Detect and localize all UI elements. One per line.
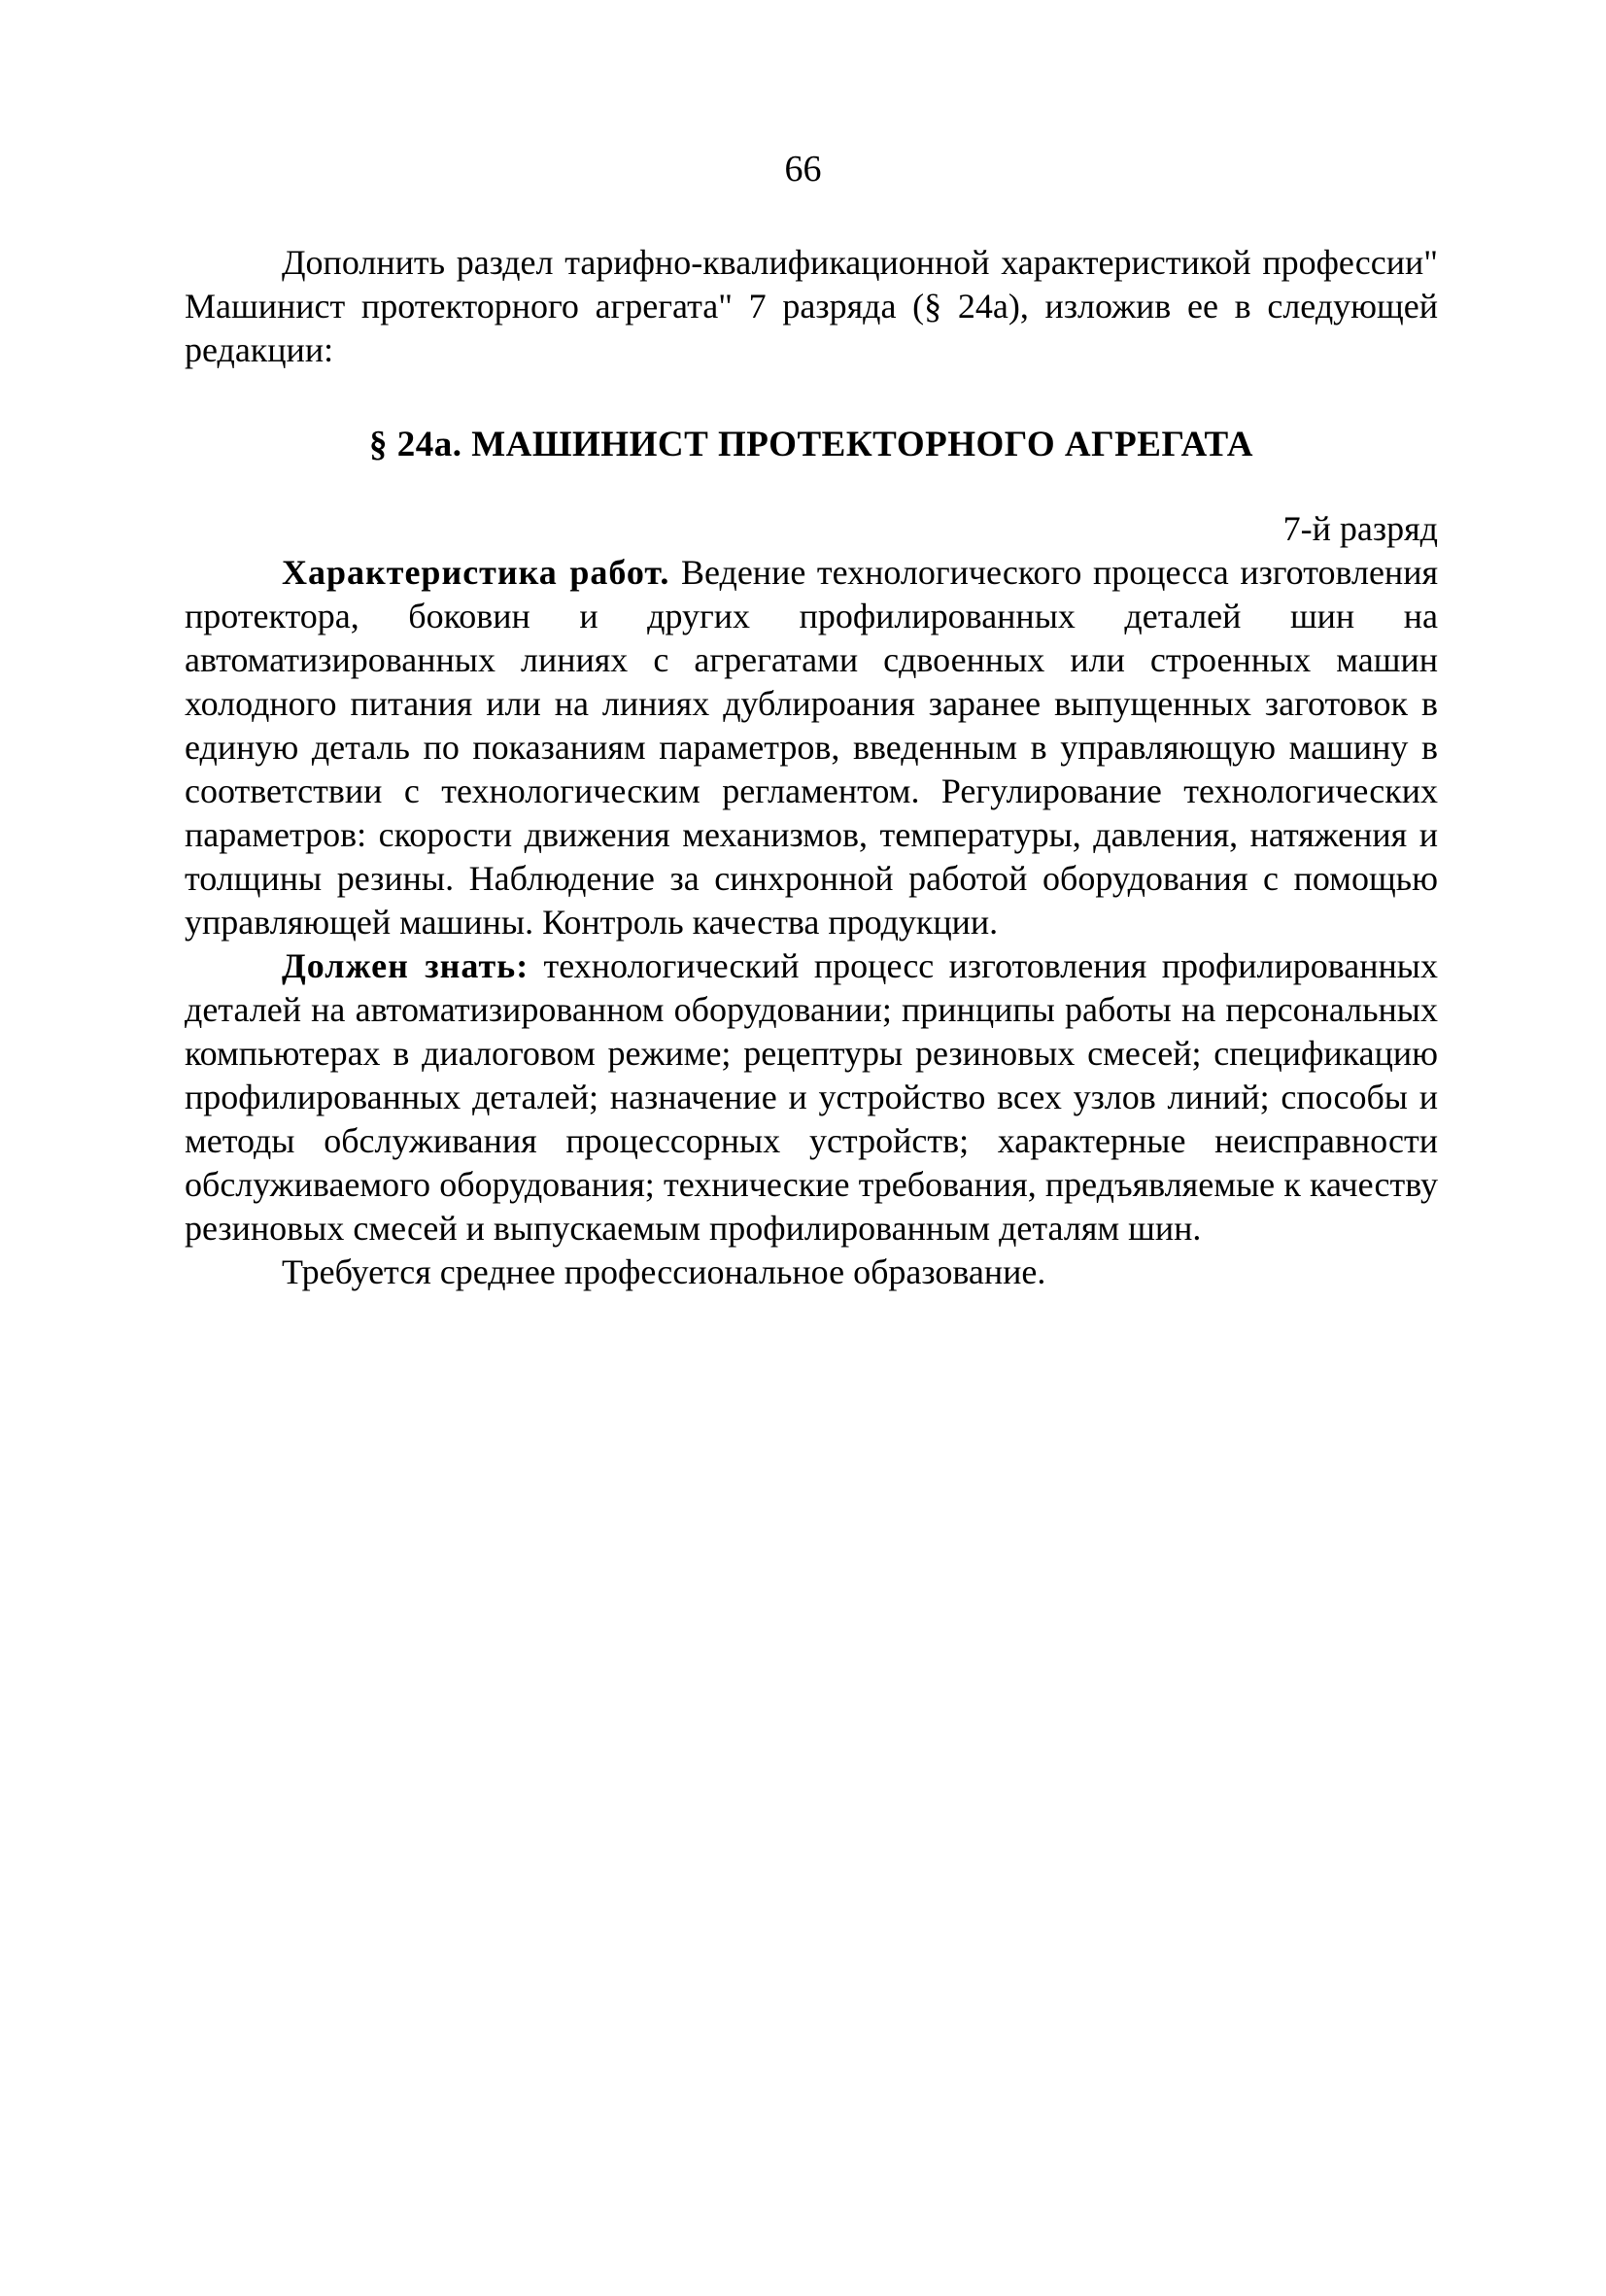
must-know-text: технологический процесс изготовления профилированных деталей на автоматизированном оборудовании; принципы работы на персональных компьютерах в диалоговом режиме; рецептуры резиновых смесей; спецификацию профилированных деталей; назначение и устройство всех узлов линий; способы и методы обслуживания процессорных устройств; характерные неисправности обслуживаемого оборудования; технические требования, предъявляемые к качеству резиновых смесей и выпускаемым профилированным деталям шин. (185, 946, 1438, 1248)
must-know-paragraph (185, 944, 1438, 1251)
work-characteristics-text: Ведение технологического процесса изготовления протектора, боковин и других профилированных деталей шин на автоматизированных линиях с агрегатами сдвоенных или строенных машин холодного питания или на линиях дублироания заранее выпущенных заготовок в единую деталь по показаниям параметров, введенным в управляющую машину в соответствии с технологическим регламентом. Регулирование технологических параметров: скорости движения механизмов, температуры, давления, натяжения и толщины резины. Наблюдение за синхронной работой оборудования с помощью управляющей машины. Контроль качества продукции. (185, 553, 1439, 942)
page-number: 66 (784, 149, 822, 189)
document-body (185, 241, 1438, 1294)
section-title: § 24а. МАШИНИСТ ПРОТЕКТОРНОГО АГРЕГАТА (369, 425, 1253, 464)
must-know-heading: Должен знать: (282, 946, 530, 985)
education-paragraph: Требуется среднее профессиональное образование. (282, 1252, 1046, 1291)
grade-label: 7-й разряд (1282, 509, 1438, 548)
intro-paragraph: Дополнить раздел тарифно-квалификационной характеристикой профессии" Машинист протекторного агрегата" 7 разряда (§ 24а), изложив ее в следующей редакции: (185, 243, 1438, 369)
work-characteristics-paragraph (185, 551, 1438, 944)
work-characteristics-heading: Характеристика работ. (282, 553, 670, 592)
